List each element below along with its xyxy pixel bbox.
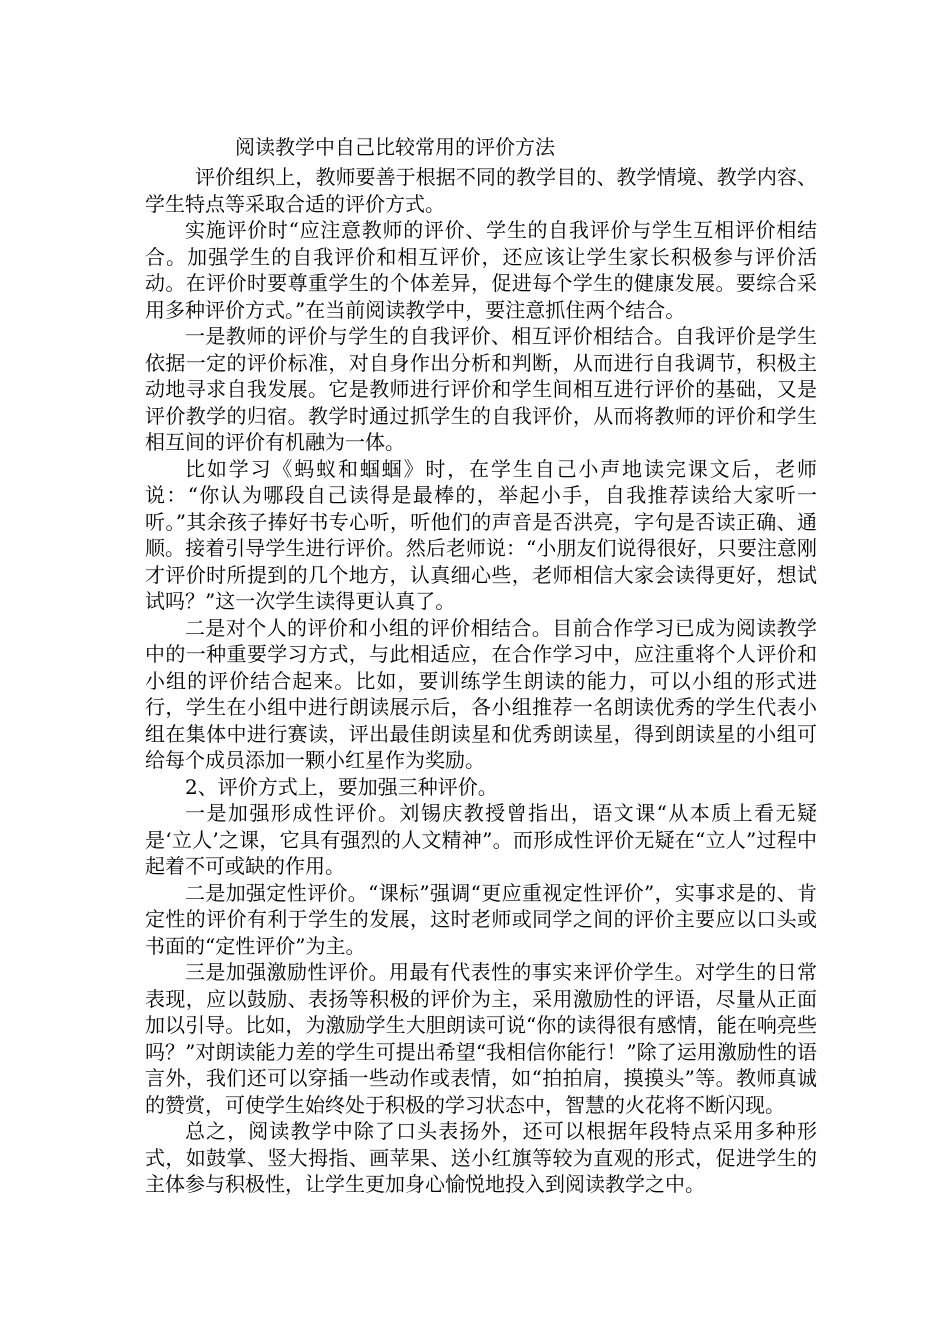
paragraph-2: 实施评价时“应注意教师的评价、学生的自我评价与学生互相评价相结合。加强学生的自我评价和相互评价，还应该让学生家长积极参与评价活动。在评价时要尊重学生的个体差异，促进每个学生的健康发展。要综合采用多种评价方式。”在当前阅读教学中，要注意抓住两个结合。: [145, 218, 817, 322]
paragraph-6: 2、评价方式上，要加强三种评价。: [185, 774, 498, 799]
paragraph-8: 二是加强定性评价。“课标”强调“更应重视定性评价”，实事求是的、肯定性的评价有利于学生的发展，这时老师或同学之间的评价主要应以口头或书面的“定性评价”为主。: [145, 880, 817, 958]
paragraph-1: 评价组织上，教师要善于根据不同的教学目的、教学情境、教学内容、学生特点等采取合适的评价方式。: [145, 165, 817, 216]
paragraph-7: 一是加强形成性评价。刘锡庆教授曾指出，语文课“从本质上看无疑是‘立人’之课，它具有强烈的人文精神”。而形成性评价无疑在“立人”过程中起着不可或缺的作用。: [145, 801, 817, 878]
paragraph-10: 总之，阅读教学中除了口头表扬外，还可以根据年段特点采用多种形式，如鼓掌、竖大拇指、画苹果、送小红旗等较为直观的形式，促进学生的主体参与积极性，让学生更加身心愉悦地投入到阅读教学之中。: [145, 1119, 817, 1196]
paragraph-5: 二是对个人的评价和小组的评价相结合。目前合作学习已成为阅读教学中的一种重要学习方式，与此相适应，在合作学习中，应注重将个人评价和小组的评价结合起来。比如，要训练学生朗读的能力，可以小组的形式进行，学生在小组中进行朗读展示后，各小组推荐一名朗读优秀的学生代表小组在集体中进行赛读，评出最佳朗读星和优秀朗读星，得到朗读星的小组可给每个成员添加一颗小红星作为奖励。: [145, 615, 817, 772]
paragraph-4: 比如学习《蚂蚁和蝈蝈》时，在学生自己小声地读完课文后，老师说：“你认为哪段自己读得是最棒的，举起小手，自我推荐读给大家听一听。”其余孩子捧好书专心听，听他们的声音是否洪亮，字句是否读正确、通顺。接着引导学生进行评价。然后老师说：“小朋友们说得很好，只要注意刚才评价时所提到的几个地方，认真细心些，老师相信大家会读得更好，想试试吗？”这一次学生读得更认真了。: [145, 456, 817, 613]
paragraph-9: 三是加强激励性评价。用最有代表性的事实来评价学生。对学生的日常表现，应以鼓励、表扬等积极的评价为主，采用激励性的评语，尽量从正面加以引导。比如，为激励学生大胆朗读可说“你的读得很有感情，能在响亮些吗？”对朗读能力差的学生可提出希望“我相信你能行！”除了运用激励性的语言外，我们还可以穿插一些动作或表情，如“拍拍肩，摸摸头”等。教师真诚的赞赏，可使学生始终处于积极的学习状态中，智慧的火花将不断闪现。: [145, 960, 817, 1117]
paragraph-3: 一是教师的评价与学生的自我评价、相互评价相结合。自我评价是学生依据一定的评价标准，对自身作出分析和判断，从而进行自我调节，积极主动地寻求自我发展。它是教师进行评价和学生间相互进行评价的基础，又是评价教学的归宿。教学时通过抓学生的自我评价，从而将教师的评价和学生相互间的评价有机融为一体。: [145, 324, 817, 454]
document-body: [145, 130, 817, 1198]
document-title: 阅读教学中自己比较常用的评价方法: [235, 135, 555, 159]
